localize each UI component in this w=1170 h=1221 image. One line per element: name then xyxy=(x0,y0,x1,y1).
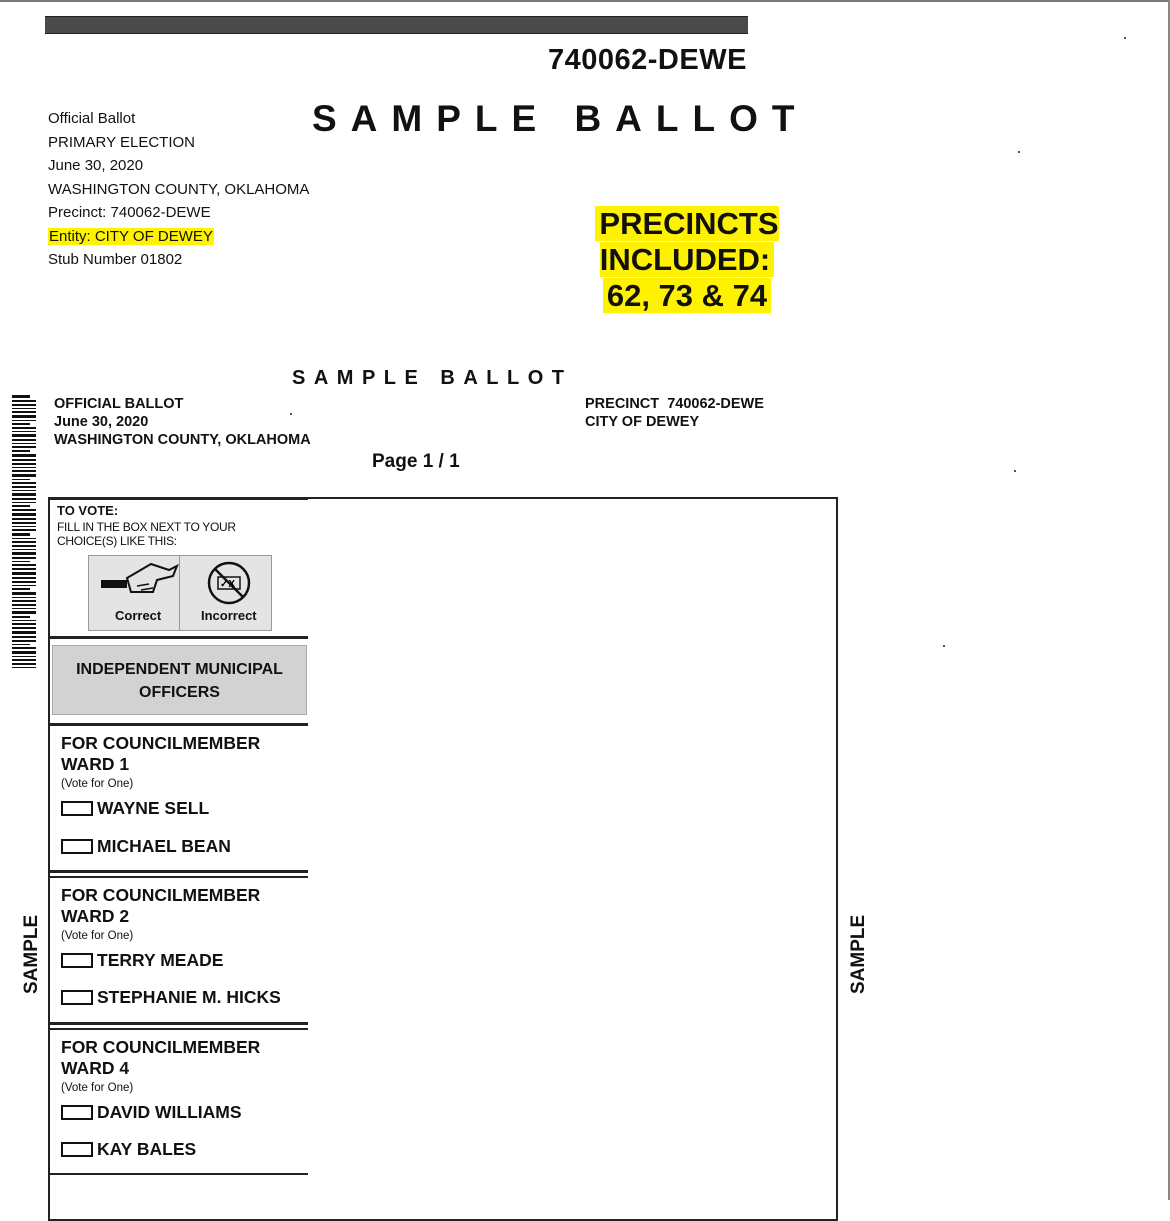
info-line: PRIMARY ELECTION xyxy=(48,133,195,151)
barcode-stripe xyxy=(12,636,36,638)
barcode-stripe xyxy=(12,667,36,668)
barcode-stripe xyxy=(12,482,36,484)
barcode-stripe xyxy=(12,549,36,550)
barcode-stripe xyxy=(12,644,30,645)
candidate-name: TERRY MEADE xyxy=(97,950,224,970)
instructions-heading: TO VOTE: xyxy=(57,503,119,518)
vote-for-note: (Vote for One) xyxy=(61,778,134,790)
barcode-stripe xyxy=(12,533,30,536)
barcode-stripe xyxy=(12,467,36,468)
barcode-stripe xyxy=(12,608,36,609)
info-line: Official Ballot xyxy=(48,110,136,127)
precinct-code: 740062-DEWE xyxy=(548,44,747,76)
race-title: FOR COUNCILMEMBER xyxy=(61,733,261,753)
race-rule xyxy=(50,876,308,878)
barcode-stripe xyxy=(12,581,36,583)
race-rule xyxy=(50,1022,308,1025)
barcode-stripe xyxy=(12,588,30,590)
info-line: Precinct: 740062-DEWE xyxy=(48,204,211,221)
barcode-stripe xyxy=(12,463,36,465)
candidate-row[interactable] xyxy=(61,1102,260,1123)
candidate-row[interactable] xyxy=(61,798,260,819)
barcode-stripe xyxy=(12,513,36,516)
svg-text:✓X: ✓X xyxy=(220,579,236,590)
race-ward-1 xyxy=(61,733,260,857)
precincts-included xyxy=(512,206,862,314)
candidate-name: MICHAEL BEAN xyxy=(97,836,231,856)
barcode-stripe xyxy=(12,541,36,543)
sample-side-label: SAMPLE xyxy=(848,914,869,994)
barcode-stripe xyxy=(12,627,36,629)
ballot-header-right xyxy=(585,395,764,431)
column-rule xyxy=(50,497,308,500)
barcode-stripe xyxy=(12,526,36,527)
barcode-stripe xyxy=(12,631,36,634)
info-line: June 30, 2020 xyxy=(48,157,144,174)
barcode-stripe xyxy=(12,490,36,491)
barcode-stripe xyxy=(12,568,36,570)
top-border xyxy=(0,0,1170,2)
ballot-header-left xyxy=(54,395,311,449)
race-title: FOR COUNCILMEMBER xyxy=(61,885,261,905)
ballot-info xyxy=(48,107,309,272)
precinct-value: 740062-DEWE xyxy=(667,396,764,412)
barcode-stripe xyxy=(12,498,36,500)
candidate-name: KAY BALES xyxy=(97,1139,197,1159)
barcode-stripe xyxy=(12,616,30,618)
barcode-stripe xyxy=(12,557,36,559)
incorrect-mark-icon xyxy=(205,559,253,607)
barcode-stripe xyxy=(12,459,36,461)
ballot-title: SAMPLE BALLOT xyxy=(292,367,573,389)
barcode-stripe xyxy=(12,434,36,437)
page-title: SAMPLE BALLOT xyxy=(312,98,809,139)
vote-box[interactable] xyxy=(61,1105,93,1120)
barcode-stripe xyxy=(12,518,36,520)
race-ward-4 xyxy=(61,1037,260,1160)
barcode-stripe xyxy=(12,620,36,621)
barcode-stripe xyxy=(12,411,36,413)
barcode-stripe xyxy=(12,470,36,472)
candidate-name: DAVID WILLIAMS xyxy=(97,1102,242,1122)
redaction-bar xyxy=(45,16,748,34)
precinct-label: PRECINCT xyxy=(585,396,660,412)
barcode-stripe xyxy=(12,446,36,448)
barcode-stripe xyxy=(12,509,36,511)
barcode-stripe xyxy=(12,505,30,507)
barcode-stripe xyxy=(12,604,36,606)
barcode-stripe xyxy=(12,395,30,398)
race-rule xyxy=(50,1028,308,1030)
barcode-stripe xyxy=(12,400,36,402)
race-subtitle: WARD 4 xyxy=(61,1058,130,1078)
pen-hand-icon xyxy=(91,558,179,608)
instructions-line: FILL IN THE BOX NEXT TO YOUR xyxy=(57,520,236,534)
incorrect-label: Incorrect xyxy=(201,608,257,623)
barcode-stripe xyxy=(12,572,36,575)
instructions-line: CHOICE(S) LIKE THIS: xyxy=(57,534,177,548)
scan-speck xyxy=(943,645,945,647)
race-subtitle: WARD 2 xyxy=(61,906,130,926)
race-title: FOR COUNCILMEMBER xyxy=(61,1037,261,1057)
barcode-stripe xyxy=(12,486,36,488)
vote-box[interactable] xyxy=(61,953,93,968)
stub-number: Stub Number 01802 xyxy=(48,251,183,268)
vote-box[interactable] xyxy=(61,1142,93,1157)
correct-label: Correct xyxy=(115,608,162,623)
ballot-header-line: OFFICIAL BALLOT xyxy=(54,396,184,412)
barcode-stripe xyxy=(12,545,36,547)
candidate-row[interactable] xyxy=(61,950,281,971)
barcode-stripe xyxy=(12,443,36,444)
info-line: WASHINGTON COUNTY, OKLAHOMA xyxy=(48,180,310,198)
candidate-name: WAYNE SELL xyxy=(97,798,210,818)
barcode-stripe xyxy=(12,656,36,657)
barcode-stripe xyxy=(12,454,36,457)
race-rule xyxy=(50,1173,308,1175)
barcode-stripe xyxy=(12,640,36,642)
race-ward-2 xyxy=(61,885,281,1008)
candidate-row[interactable] xyxy=(61,987,281,1008)
barcode-stripe xyxy=(12,420,36,421)
section-heading-line: INDEPENDENT MUNICIPAL xyxy=(76,661,283,678)
barcode-stripe xyxy=(12,552,36,555)
section-heading xyxy=(52,645,307,715)
barcode-stripe xyxy=(12,585,36,586)
barcode-stripe xyxy=(12,493,36,496)
city-name: CITY OF DEWEY xyxy=(585,414,700,430)
barcode xyxy=(12,395,36,675)
barcode-stripe xyxy=(12,450,30,452)
barcode-stripe xyxy=(12,597,36,598)
barcode-stripe xyxy=(12,663,36,665)
barcode-stripe xyxy=(12,479,30,480)
barcode-stripe xyxy=(12,538,36,539)
marking-example xyxy=(88,555,272,631)
scan-speck xyxy=(290,413,292,415)
example-divider xyxy=(179,556,180,630)
section-heading-line: OFFICERS xyxy=(139,684,220,701)
precincts-heading: PRECINCTS INCLUDED: xyxy=(595,206,778,277)
vote-box[interactable] xyxy=(61,839,93,854)
vote-box[interactable] xyxy=(61,801,93,816)
barcode-stripe xyxy=(12,415,36,418)
scan-speck xyxy=(1018,151,1020,153)
barcode-stripe xyxy=(12,600,36,602)
race-rule xyxy=(50,870,308,873)
page-number: Page 1 / 1 xyxy=(372,451,460,472)
vote-box[interactable] xyxy=(61,990,93,1005)
vote-for-note: (Vote for One) xyxy=(61,930,134,942)
precincts-list: 62, 73 & 74 xyxy=(603,278,771,313)
candidate-row[interactable] xyxy=(61,836,260,857)
barcode-stripe xyxy=(12,647,36,649)
barcode-stripe xyxy=(12,529,36,531)
race-subtitle: WARD 1 xyxy=(61,754,130,774)
barcode-stripe xyxy=(12,623,36,625)
scan-speck xyxy=(1014,470,1016,472)
ballot-header-line: WASHINGTON COUNTY, OKLAHOMA xyxy=(54,432,311,448)
barcode-stripe xyxy=(12,404,36,406)
barcode-stripe xyxy=(12,502,36,503)
section-rule xyxy=(50,723,308,726)
barcode-stripe xyxy=(12,561,30,562)
entity-highlight: Entity: CITY OF DEWEY xyxy=(49,227,213,245)
barcode-stripe xyxy=(12,564,36,566)
barcode-stripe xyxy=(12,431,36,432)
instructions-text xyxy=(57,520,236,548)
ballot-header-line: June 30, 2020 xyxy=(54,414,149,430)
barcode-stripe xyxy=(12,651,36,654)
barcode-stripe xyxy=(12,592,36,595)
candidate-row[interactable] xyxy=(61,1139,260,1160)
barcode-stripe xyxy=(12,427,36,429)
candidate-name: STEPHANIE M. HICKS xyxy=(97,987,281,1007)
barcode-stripe xyxy=(12,439,36,441)
barcode-stripe xyxy=(12,611,36,614)
vote-for-note: (Vote for One) xyxy=(61,1082,134,1094)
barcode-stripe xyxy=(12,577,36,579)
barcode-stripe xyxy=(12,659,36,661)
sample-side-label: SAMPLE xyxy=(21,914,42,994)
barcode-stripe xyxy=(12,408,36,409)
barcode-stripe xyxy=(12,423,30,425)
barcode-stripe xyxy=(12,474,36,477)
section-rule xyxy=(50,636,308,639)
barcode-stripe xyxy=(12,522,36,524)
scan-speck xyxy=(1124,37,1126,39)
